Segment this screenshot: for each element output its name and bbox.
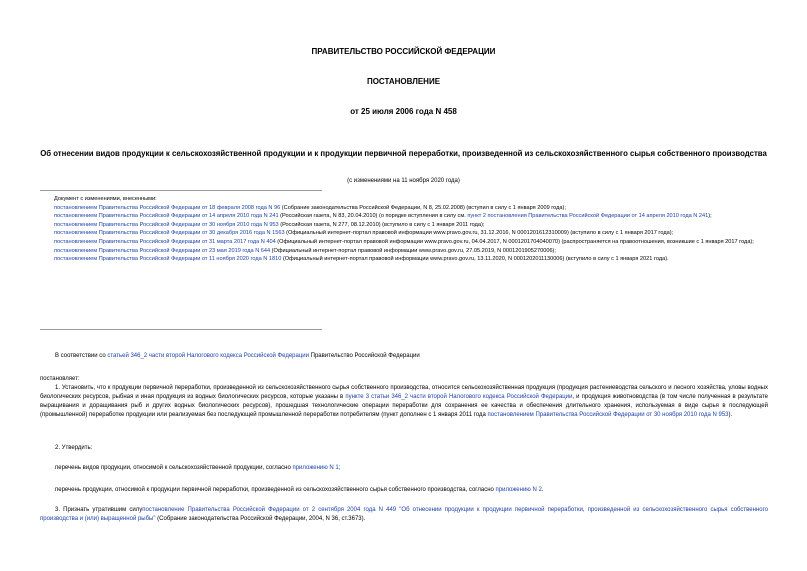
- amendment-link[interactable]: постановлением Правительства Российской Федерации от 31 марта 2017 года N 404: [54, 238, 276, 245]
- amendment-link[interactable]: постановлением Правительства Российской Федерации от 30 ноября 2010 года N 953: [487, 412, 729, 418]
- list-item: постановлением Правительства Российской Федерации от 30 декабря 2016 года N 1563 (Официальный интернет-портал правовой информации www.pravo.gov.ru, 31.12.2016, N 0001201612310009) (вступило в силу с 1 января 2017 года);: [54, 230, 674, 237]
- divider-bottom: [40, 329, 322, 330]
- appendix-1-item: перечень видов продукции, относимой к сельскохозяйственной продукции, согласно приложению N 1;: [55, 465, 341, 471]
- list-item: постановлением Правительства Российской Федерации от 31 марта 2017 года N 404 (Официальный интернет-портал правовой информации www.pravo.gov.ru, 04.04.2017, N 0001201704040070) (распространяется на правоотношения, возникшие с 1 января 2017 года);: [54, 238, 754, 245]
- divider-top: [40, 190, 322, 191]
- decides-text: постановляет:: [40, 376, 80, 382]
- appendix-2-item: перечень продукции, относимой к продукции первичной переработки, произведенной из сельскохозяйственного сырья собственного производства, согласно приложению N 2.: [55, 487, 544, 493]
- document-type: ПОСТАНОВЛЕНИЕ: [366, 77, 441, 86]
- amendment-link[interactable]: постановлением Правительства Российской Федерации от 14 апреля 2010 года N 241: [54, 213, 279, 220]
- amendment-link[interactable]: постановлением Правительства Российской Федерации от 30 декабря 2016 года N 1563: [54, 230, 285, 237]
- preamble: В соответствии со статьей 346_2 части второй Налогового кодекса Российской Федерации Правительство Российской Федерации: [55, 353, 420, 359]
- changes-list: [40, 195, 768, 264]
- amendment-link[interactable]: постановлением Правительства Российской Федерации от 30 ноября 2010 года N 953: [54, 221, 279, 228]
- paragraph-3: 3. Признать утратившим силупостановление Правительства Российской Федерации от 2 сентября 2004 года N 449 "Об отнесении продукции к продукции первичной переработки, произведенной из сельскохозяйственного сырья собственного производства и (или) выращенной рыбы" (Собрание законодательства Российской Федерации, 2004, N 36, ст.3673).: [40, 507, 768, 522]
- list-item: постановлением Правительства Российской Федерации от 18 февраля 2008 года N 96 (Собрание законодательства Российской Федерации, N 8, 25.02.2008) (вступил в силу с 1 января 2009 года);: [54, 204, 566, 211]
- tax-code-link[interactable]: статьей 346_2 части второй Налогового кодекса Российской Федерации: [107, 353, 309, 359]
- paragraph-1: 1. Установить, что к продукции первичной переработки, произведенной из сельскохозяйственного сырья собственного производства, относится сельскохозяйственная продукция (продукция растениеводства сельского и лесного хозяйства, уловы водных биологических ресурсов, рыбная и иная продукция из водных биологических ресурсов, которые указаны в пункте 3 статьи 346_2 части второй Налогового кодекса Российской Федерации, и продукция животноводства (в том числе полученная в результате выращивания и доращивания рыб и других водных биологических ресурсов), прошедшая технологические операции переработки для сохранения ее качества и обеспечения длительного хранения, используемая в виде сырья в последующей (промышленной) переработке продукции или реализуемая без последующей промышленной переработки потребителям (пункт дополнен с 1 января 2011 года постановлением Правительства Российской Федерации от 30 ноября 2010 года N 953).: [40, 385, 768, 418]
- list-item: постановлением Правительства Российской Федерации от 30 ноября 2010 года N 953 (Российская газета, N 277, 08.12.2010) (вступило в силу с 1 января 2011 года);: [54, 221, 485, 228]
- appendix-2-link[interactable]: приложению N 2: [495, 487, 542, 493]
- government-heading: ПРАВИТЕЛЬСТВО РОССИЙСКОЙ ФЕДЕРАЦИИ: [311, 47, 496, 56]
- document-title: Об отнесении видов продукции к сельскохозяйственной продукции и к продукции первичной переработки, произведенной из сельскохозяйственного сырья собственного производства: [40, 149, 767, 158]
- amendment-link[interactable]: постановлением Правительства Российской Федерации от 23 мая 2019 года N 644: [54, 247, 271, 254]
- amendment-link[interactable]: постановлением Правительства Российской Федерации от 11 ноября 2020 года N 1810: [54, 256, 282, 263]
- tax-code-article-link[interactable]: пункте 3 статьи 346_2 части второй Налогового кодекса Российской Федерации: [345, 394, 573, 400]
- changes-intro: Документ с изменениями, внесенными:: [54, 196, 157, 202]
- list-item: постановлением Правительства Российской Федерации от 14 апреля 2010 года N 241 (Российская газета, N 83, 20.04.2010) (о порядке вступления в силу см. пункт 2 постановления Правительства Российской Федерации от 14 апреля 2010 года N 241);: [54, 213, 712, 220]
- repealed-resolution-link[interactable]: постановление Правительства Российской Федерации от 2 сентября 2004 года N 449 "Об отнесении продукции к продукции первичной переработки, произведенной из сельскохозяйственного сырья собственного производства и (или) выращенной рыбы": [40, 507, 768, 522]
- amendment-link[interactable]: пункт 2 постановления Правительства Российской Федерации от 14 апреля 2010 года N 241: [467, 213, 709, 220]
- list-item: постановлением Правительства Российской Федерации от 11 ноября 2020 года N 1810 (Официальный интернет-портал правовой информации www.pravo.gov.ru, 13.11.2020, N 0001202011130006) (вступило в силу с 1 января 2021 года).: [54, 256, 669, 263]
- revision-note: (с изменениями на 11 ноября 2020 года): [347, 178, 460, 184]
- amendment-link[interactable]: постановлением Правительства Российской Федерации от 18 февраля 2008 года N 96: [54, 204, 281, 211]
- appendix-1-link[interactable]: приложению N 1: [292, 465, 339, 471]
- document-date-number: от 25 июля 2006 года N 458: [350, 107, 457, 116]
- paragraph-2: 2. Утвердить:: [55, 445, 93, 451]
- list-item: постановлением Правительства Российской Федерации от 23 мая 2019 года N 644 (Официальный интернет-портал правовой информации www.pravo.gov.ru, 27.05.2019, N 0001201905270006);: [54, 247, 556, 254]
